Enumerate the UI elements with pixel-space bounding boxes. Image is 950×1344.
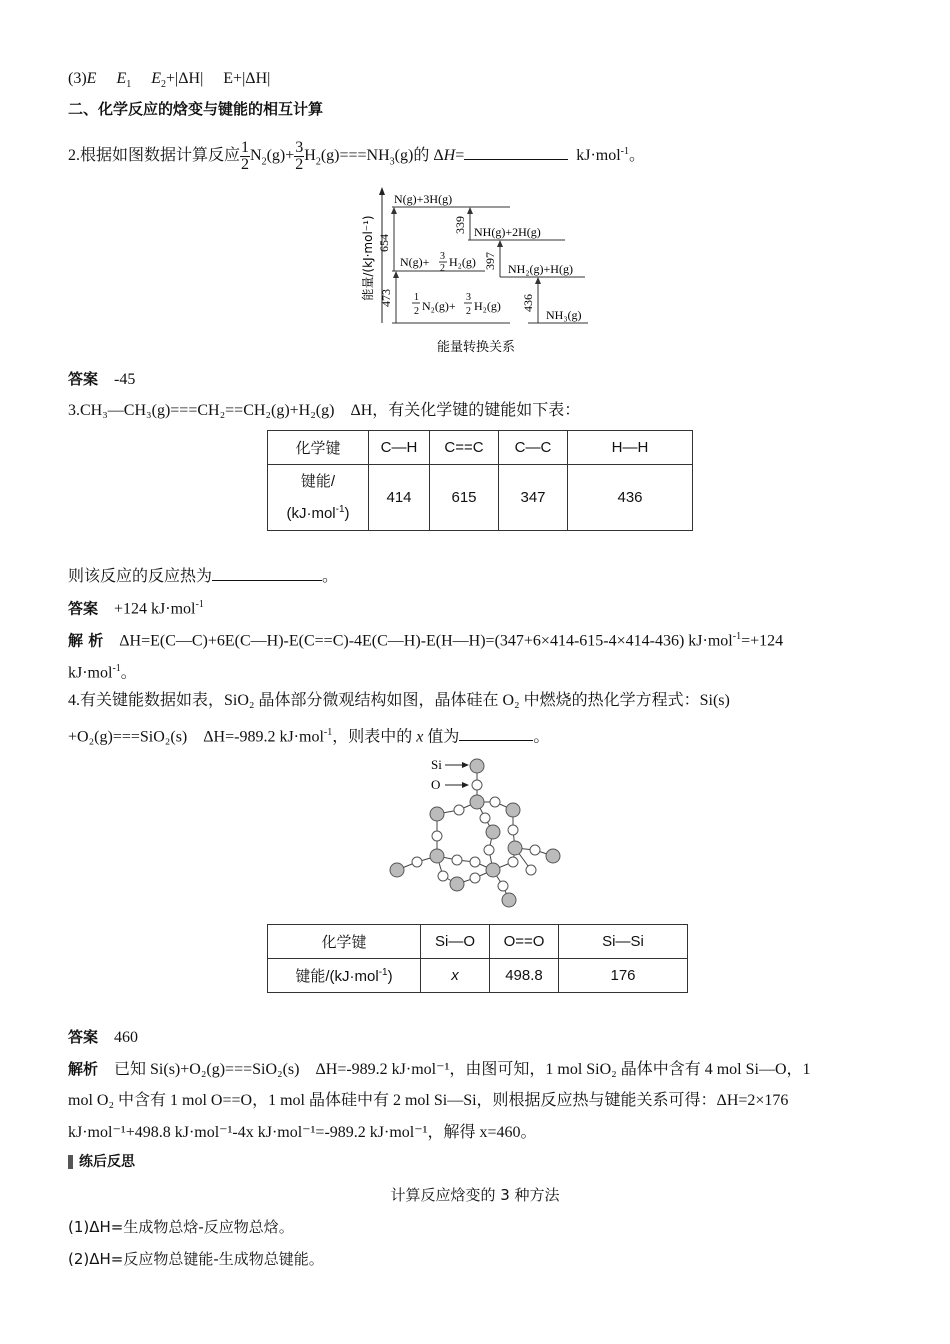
answer-blank[interactable] [212,564,322,581]
value-436: 436 [521,294,535,312]
answer-label: 答案 [68,599,99,618]
q4-text-2: 值为 [423,728,460,746]
row-label-sup: -1 [335,503,345,515]
explanation-label: 解 析 [68,631,104,650]
row-label-1: 键能/ [300,472,336,490]
frac-num: 3 [295,139,304,156]
frac-3: 3 [440,251,445,262]
exp-text: kJ·mol [68,664,113,682]
frac-2: 2 [440,263,445,274]
legend-arrowhead [462,782,469,788]
q2-g: (g)+ [266,147,295,165]
heading-bar [68,1155,73,1169]
h2g-label-b: H₂(g) [474,299,501,313]
y-axis-arrow [379,187,385,195]
fraction-half [240,140,250,173]
answer-4 [68,1026,138,1049]
q2-sub: 2 [261,156,267,168]
fraction-three-halves [294,140,304,173]
frac-1: 1 [414,292,419,303]
explanation-3-line-1 [68,626,783,652]
reflection-item-1: (1)ΔH=生成物总焓-反应物总焓。 [68,1218,294,1236]
delta-h-abs: +|ΔH| [166,70,204,87]
arrowhead [391,207,397,214]
table-header: 化学键 [268,925,421,959]
sub-2: 2 [161,79,166,91]
row-label-sup: -1 [378,967,388,978]
question-2 [68,140,645,173]
followup-end: 。 [322,568,339,585]
explanation-text: 已知 Si(s)+O₂(g)===SiO₂(s) ΔH=-989.2 kJ·mol⁻¹，由图可知，1 mol SiO₂ 晶体中含有 4 mol Si—O，1 [114,1061,811,1078]
arrowhead [393,271,399,278]
explanation-text: ΔH=E(C—C)+6E(C—H)-E(C==C)-4E(C—H)-E(H—H)=(347+6×414-615-4×414-436) kJ·mol [119,632,733,650]
row-label [268,465,369,531]
answer-2 [68,368,135,391]
item-prefix: (3) [68,70,87,87]
table-header: H—H [568,431,693,465]
bond-energy-table-2 [267,924,688,993]
var-e: E [86,70,97,87]
frac-num: 1 [241,139,250,156]
q2-h-var: H [443,147,456,165]
question-3: 3.CH₃—CH₃(g)===CH₂==CH₂(g)+H₂(g) ΔH，有关化学键的键能如下表： [68,402,581,419]
answer-value: -45 [114,371,136,388]
answer-blank[interactable] [459,724,533,741]
q2-sub: 2 [315,156,321,168]
question-4-line-2 [68,722,549,748]
exp-end: 。 [120,664,137,682]
explanation-4-line-2: mol O₂ 中含有 1 mol O==O，1 mol 晶体硅中有 2 mol Si—Si，则根据反应热与键能关系可得：ΔH=2×176 [68,1092,789,1109]
answer-label: 答案 [68,370,99,388]
explanation-label: 解析 [68,1060,99,1078]
frac-2c: 2 [466,306,471,317]
q2-eq: = [455,147,465,165]
row-label-end: ) [387,968,393,985]
level-top-label: N(g)+3H(g) [394,192,453,206]
legend-si-label: Si [431,757,442,772]
answer-sup: -1 [195,599,204,610]
level-nh-2h-label: NH(g)+2H(g) [474,225,541,239]
e-plus-delta-h: E+|ΔH| [223,70,271,87]
reflection-title: 计算反应焓变的 3 种方法 [390,1186,560,1204]
h2g-label: H₂(g) [449,255,476,269]
level-nh2-h-label: NH₂(g)+H(g) [508,262,573,276]
question-3-followup [68,564,338,588]
table-header: Si—Si [559,925,688,959]
followup-text: 则该反应的反应热为 [68,568,213,585]
q2-sub: 3 [389,156,395,168]
table-cell: 347 [499,465,568,531]
var-e1: E [116,70,127,87]
explanation-4-line-3: kJ·mol⁻¹+498.8 kJ·mol⁻¹-4x kJ·mol⁻¹=-989.2 kJ·mol⁻¹，解得 x=460。 [68,1124,537,1141]
frac-2b: 2 [414,306,419,317]
table-header: C==C [430,431,499,465]
q2-end: 。 [629,147,646,165]
value-397: 397 [483,252,497,270]
table-header: C—H [369,431,430,465]
answer-3 [68,594,204,620]
q4-sup: -1 [323,727,333,738]
answer-value: 460 [114,1029,139,1046]
explanation-3-line-2 [68,658,137,684]
diagram-caption: 能量转换关系 [436,340,516,355]
section-heading: 二、化学反应的焓变与键能的相互计算 [68,100,324,118]
legend-o-label: O [431,777,441,792]
sio2-structure [385,752,575,912]
row-label-text: 键能/(kJ·mol [295,968,379,985]
q2-sup: -1 [620,145,630,157]
table-cell: 615 [430,465,499,531]
arrowhead [497,240,503,247]
table-cell: 176 [559,959,688,993]
table-header: 化学键 [268,431,369,465]
table-cell: 414 [369,465,430,531]
legend-arrowhead [462,762,469,768]
answer-line-3 [68,68,270,96]
frac-den: 2 [295,156,304,173]
explanation-4-line-1 [68,1058,811,1081]
reflection-item-2: (2)ΔH=反应物总键能-生成物总键能。 [68,1250,324,1268]
answer-value: +124 kJ·mol [114,600,196,618]
level-n-32h2-label: N(g)+ [400,255,430,269]
reflection-heading-text: 练后反思 [79,1154,135,1170]
q4-end: 。 [533,728,550,746]
answer-label: 答案 [68,1028,99,1046]
q2-h: H [304,147,316,165]
table-header: O==O [490,925,559,959]
table-cell: 498.8 [490,959,559,993]
value-654: 654 [377,234,391,252]
q4-x: x [416,728,424,746]
sub-1: 1 [126,79,132,91]
question-4-line-1: 4.有关键能数据如表，SiO₂ 晶体部分微观结构如图，晶体硅在 O₂ 中燃烧的热化学方程式：Si(s) [68,692,730,709]
exp-sup: -1 [732,631,742,642]
y-axis-label: 能量/(kJ·mol⁻¹) [361,215,375,301]
row-label-end: ) [344,504,350,522]
table-cell: x [421,959,490,993]
arrowhead [467,207,473,214]
value-339: 339 [453,216,467,234]
arrowhead [535,277,541,284]
table-header: Si—O [421,925,490,959]
reflection-heading [68,1151,135,1173]
exp-end: =+124 [741,632,784,650]
q2-nh: (g)===NH [320,147,390,165]
row-label [268,959,421,993]
level-nh3-label: NH₃(g) [546,308,582,322]
table-header: C—C [499,431,568,465]
exp-sup: -1 [112,663,121,674]
frac-den: 2 [241,156,250,173]
row-label-2: (kJ·mol [286,504,336,522]
table-cell: 436 [568,465,693,531]
q2-unit: kJ·mol [576,147,621,165]
q4-text: ，则表中的 [332,728,417,746]
energy-diagram [350,183,610,363]
q2-delta: (g)的 Δ [394,147,444,165]
frac-3b: 3 [466,292,471,303]
q2-text: 2.根据如图数据计算反应 [68,147,241,165]
q2-n: N [250,147,262,165]
bond-energy-table-1 [267,430,693,531]
answer-blank[interactable] [464,143,568,160]
value-473: 473 [379,289,393,307]
q4-eq: +O₂(g)===SiO₂(s) ΔH=-989.2 kJ·mol [68,728,324,746]
var-e2: E [151,70,161,87]
level-bottom-label: N₂(g)+ [422,299,456,313]
